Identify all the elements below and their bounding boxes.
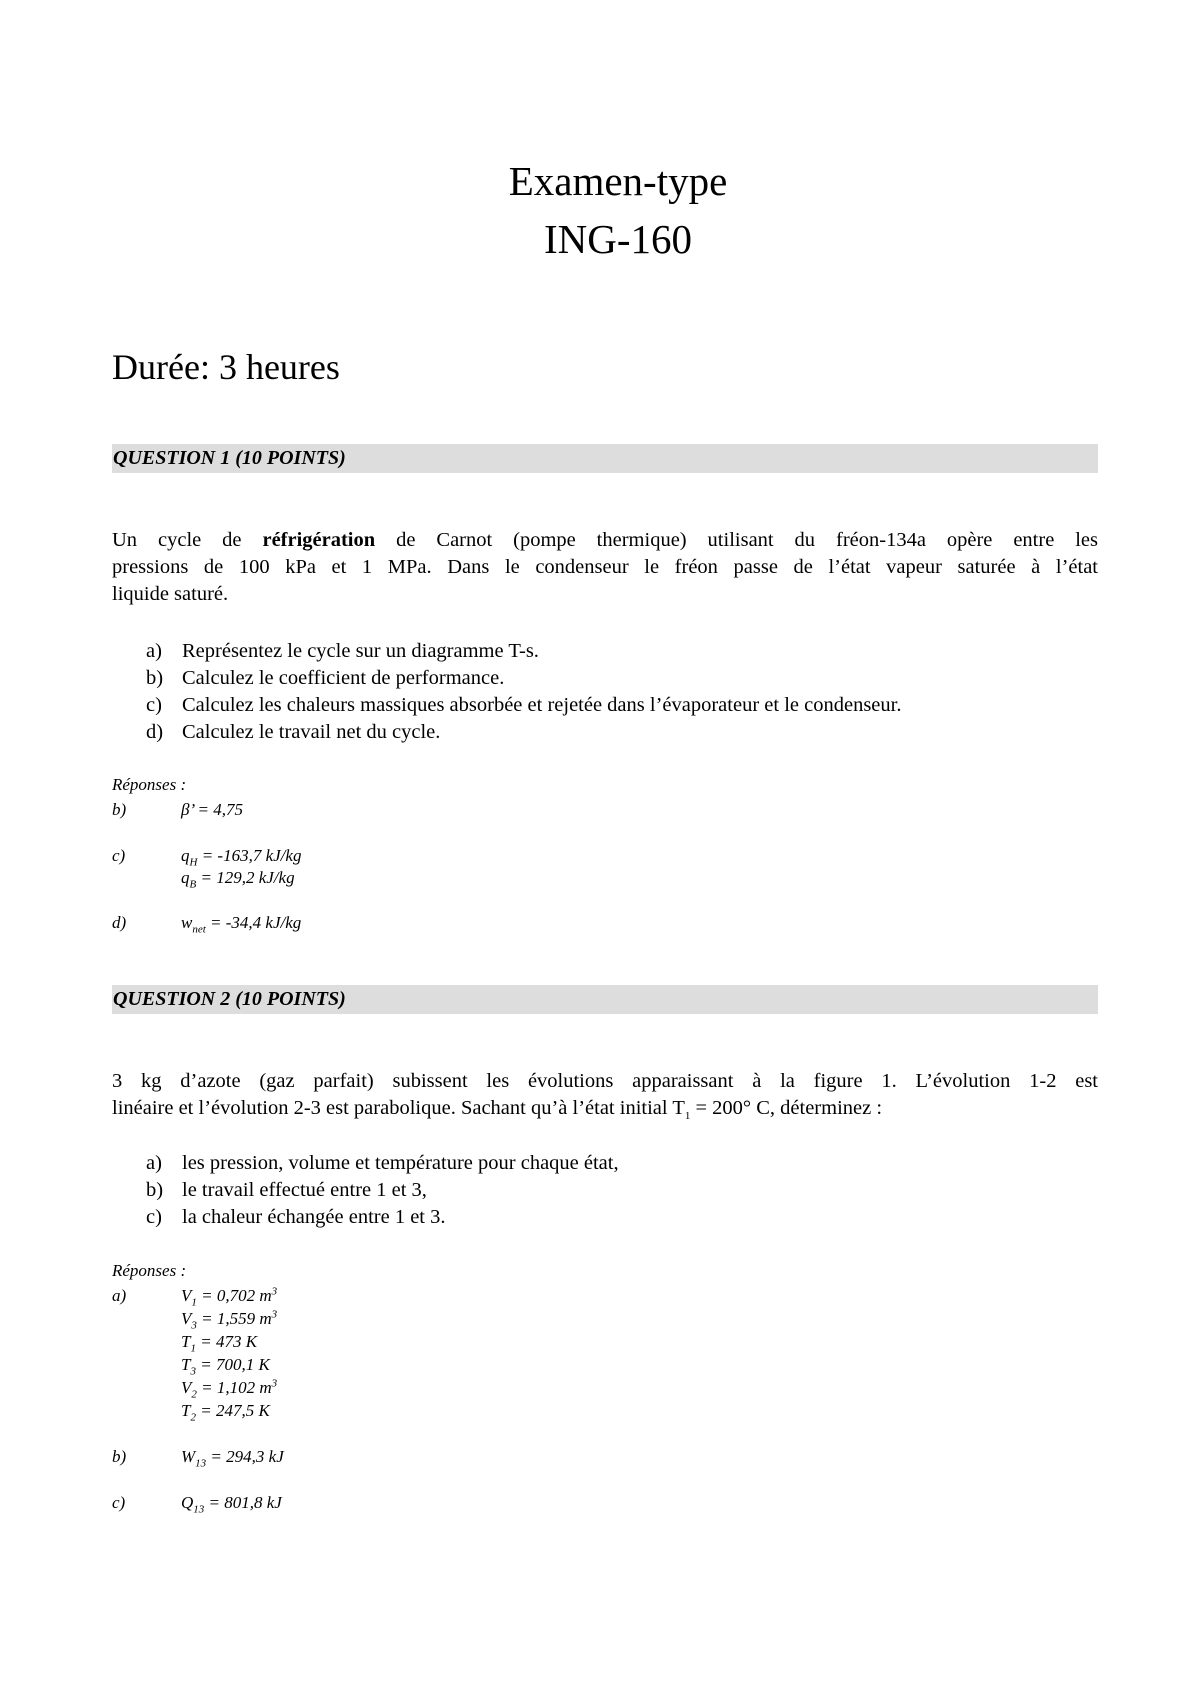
answer-label: a) [112, 1286, 127, 1305]
exam-duration: Durée: 3 heures [112, 347, 340, 387]
answer-t1: $T_1 = 473$ K [181, 1332, 258, 1355]
answer-label: d) [112, 913, 127, 932]
answer-label: c) [112, 1493, 126, 1512]
question1-statement [112, 527, 1098, 608]
question1-statement-line2: pressions de 100 kPa et 1 MPa. Dans le condenseur le fréon passe de l’état vapeur saturée à l’état [112, 556, 1098, 578]
answer-v3: $V_3 = 1,559$ $m^3$ [181, 1308, 278, 1332]
question2-statement [112, 1068, 1098, 1122]
answer-t2: $T_2 = 247,5$ K [181, 1401, 270, 1424]
answer-v2: $V_2 = 1,102$ $m^3$ [181, 1377, 278, 1401]
exam-title: Examen-type [508, 158, 728, 204]
answer-t3: $T_3 = 700,1$ K [181, 1355, 270, 1378]
answer-q13: $Q_{13} = 801,8$ kJ [181, 1493, 282, 1516]
question2-answers-heading: Réponses : [112, 1261, 187, 1280]
question1-statement-line3: liquide saturé. [112, 583, 229, 605]
answer-qb: $q_B = 129,2$ kJ/kg [181, 868, 295, 891]
answer-label: b) [112, 800, 127, 819]
question2-statement-line2: linéaire et l’évolution 2-3 est parabolique. Sachant qu’à l’état initial $T_1 = 200^\circ$ C, déterminez : [112, 1097, 883, 1123]
exam-page: Examen-type ING-160 Durée: 3 heures QUESTION 1 (10 POINTS) Un cycle de réfrigération de Carnot (pompe thermique) utilisant du fréon-134a opère entre les pressions de 100 kPa et 1 MPa. Dans le condenseur le fréon passe de l’état vapeur saturée à l’état liquide saturé. a) Représentez le cycle sur un diagramme T-s. b) Calculez le coefficient de performance. c) Calculez les chaleurs massiques absorbée et rejetée dans l’évaporateur et le condenseur. d) Calculez le travail net du cycle. Réponses : b) β’ = 4,75 c) $q_H = -163,7$ kJ/kg $q_B = 129,2$ kJ/kg d) $w_{net} = -34,4$ kJ/kg QUESTION 2 (10 POINTS) 3 kg d’azote (gaz parfait) subissent les évolutions apparaissant à la figure 1. L’évolution 1-2 est linéaire et l’évolution 2-3 est parabolique. Sachant qu’à l’état initial $T_1 = 200^\circ$ C, déterminez : a) les pression, volume et température pour chaque état, b) le travail effectué entre 1 et 3, c) la chaleur échangée entre 1 et 3. Réponses : a) $V_1 = 0,702$ $m^3$ $V_3 = 1,559$ $m^3$ $T_1 = 473$ K $T_3 = 700,1$ K $V_2 = 1,102$ $m^3$ $T_2 = 247,5$ K b) $W_{13} = 294,3$ kJ c) $Q_{13} = 801,8$ kJ [0, 0, 1200, 1698]
answer-label: c) [112, 846, 126, 865]
answer-label: b) [112, 1447, 127, 1466]
answer-v1: $V_1 = 0,702$ $m^3$ [181, 1285, 278, 1309]
question2-statement-line1: 3 kg d’azote (gaz parfait) subissent les évolutions apparaissant à la figure 1. L’évolution 1-2 est [112, 1070, 1098, 1092]
answer-w13: $W_{13} = 294,3$ kJ [181, 1447, 284, 1470]
answer-cop: β’ = 4,75 [181, 800, 243, 819]
answer-qh: $q_H = -163,7$ kJ/kg [181, 846, 302, 869]
question2-heading: QUESTION 2 (10 POINTS) [112, 985, 1098, 1014]
question1-heading: QUESTION 1 (10 POINTS) [112, 444, 1098, 473]
answer-wnet: $w_{net} = -34,4$ kJ/kg [181, 913, 302, 936]
question1-answers-heading: Réponses : [112, 775, 187, 794]
question1-statement-line1: Un cycle de réfrigération de Carnot (pompe thermique) utilisant du fréon-134a opère entre les [112, 529, 1098, 551]
course-code: ING-160 [543, 216, 693, 262]
